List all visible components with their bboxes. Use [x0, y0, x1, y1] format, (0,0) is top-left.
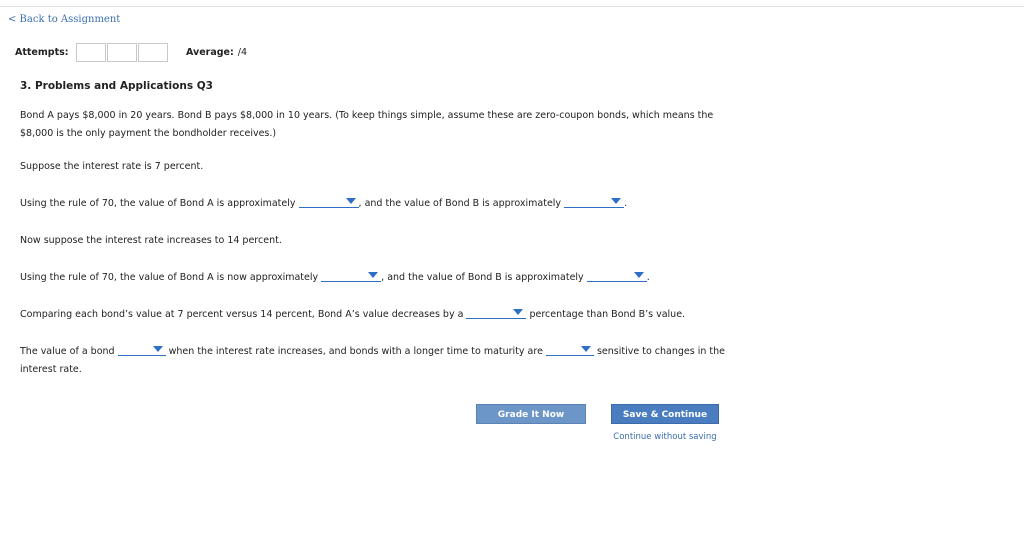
- q1-end: .: [624, 198, 628, 209]
- suppose-14-text: Now suppose the interest rate increases to 14 percent.: [20, 235, 282, 246]
- average-label: Average:: [186, 47, 234, 58]
- chevron-down-icon: [346, 198, 356, 204]
- question-title: 3. Problems and Applications Q3: [20, 80, 213, 92]
- chevron-down-icon: [581, 346, 591, 352]
- q4-text-b: when the interest rate increases, and bonds with a longer time to maturity are: [168, 346, 543, 357]
- q3-text-a: Comparing each bond’s value at 7 percent versus 14 percent, Bond A’s value decreases by a: [20, 309, 464, 320]
- intro-line-1: Bond A pays $8,000 in 20 years. Bond B pays $8,000 in 10 years. (To keep things simple, assume these are zero-coupon bonds, which means the: [20, 110, 714, 121]
- top-divider: [0, 6, 1024, 7]
- attempts-label: Attempts:: [15, 47, 69, 58]
- question-4: [20, 343, 725, 379]
- attempt-box: [107, 43, 137, 62]
- q4-text-a: The value of a bond: [20, 346, 115, 357]
- q4-text-c: sensitive to changes in the: [596, 346, 725, 357]
- question-1: [20, 195, 627, 213]
- sensitivity-dropdown[interactable]: [546, 344, 594, 356]
- bond-a-value-14-dropdown[interactable]: [321, 270, 381, 282]
- chevron-down-icon: [634, 272, 644, 278]
- attempt-box: [76, 43, 106, 62]
- percentage-comparison-dropdown[interactable]: [466, 307, 526, 319]
- q2-text-a: Using the rule of 70, the value of Bond A is now approximately: [20, 272, 319, 283]
- continue-without-saving-link[interactable]: Continue without saving: [613, 432, 717, 442]
- chevron-down-icon: [368, 272, 378, 278]
- bond-a-value-7-dropdown[interactable]: [299, 196, 359, 208]
- attempt-box: [138, 43, 168, 62]
- bond-value-direction-dropdown[interactable]: [118, 344, 166, 356]
- average-group: [186, 47, 247, 58]
- chevron-down-icon: [611, 198, 621, 204]
- question-3: [20, 306, 685, 324]
- chevron-down-icon: [513, 309, 523, 315]
- chevron-down-icon: [153, 346, 163, 352]
- suppose-7-text: Suppose the interest rate is 7 percent.: [20, 161, 204, 172]
- q1-text-b: , and the value of Bond B is approximately: [358, 198, 562, 209]
- q4-line-2: interest rate.: [20, 364, 82, 375]
- q2-end: .: [646, 272, 650, 283]
- back-to-assignment-link[interactable]: < Back to Assignment: [8, 14, 121, 25]
- q2-text-b: , and the value of Bond B is approximately: [381, 272, 584, 283]
- q1-text-a: Using the rule of 70, the value of Bond A is approximately: [20, 198, 296, 209]
- bond-b-value-14-dropdown[interactable]: [587, 270, 647, 282]
- grade-it-now-button[interactable]: Grade It Now: [476, 404, 586, 424]
- attempt-boxes: [76, 43, 169, 62]
- attempts-group: [15, 43, 169, 62]
- intro-line-2: $8,000 is the only payment the bondholder receives.): [20, 128, 277, 139]
- average-value: /4: [237, 47, 248, 58]
- bond-b-value-7-dropdown[interactable]: [564, 196, 624, 208]
- q3-text-b: percentage than Bond B’s value.: [529, 309, 686, 320]
- save-and-continue-button[interactable]: Save & Continue: [611, 404, 719, 424]
- question-intro: [20, 107, 713, 143]
- question-2: [20, 269, 650, 287]
